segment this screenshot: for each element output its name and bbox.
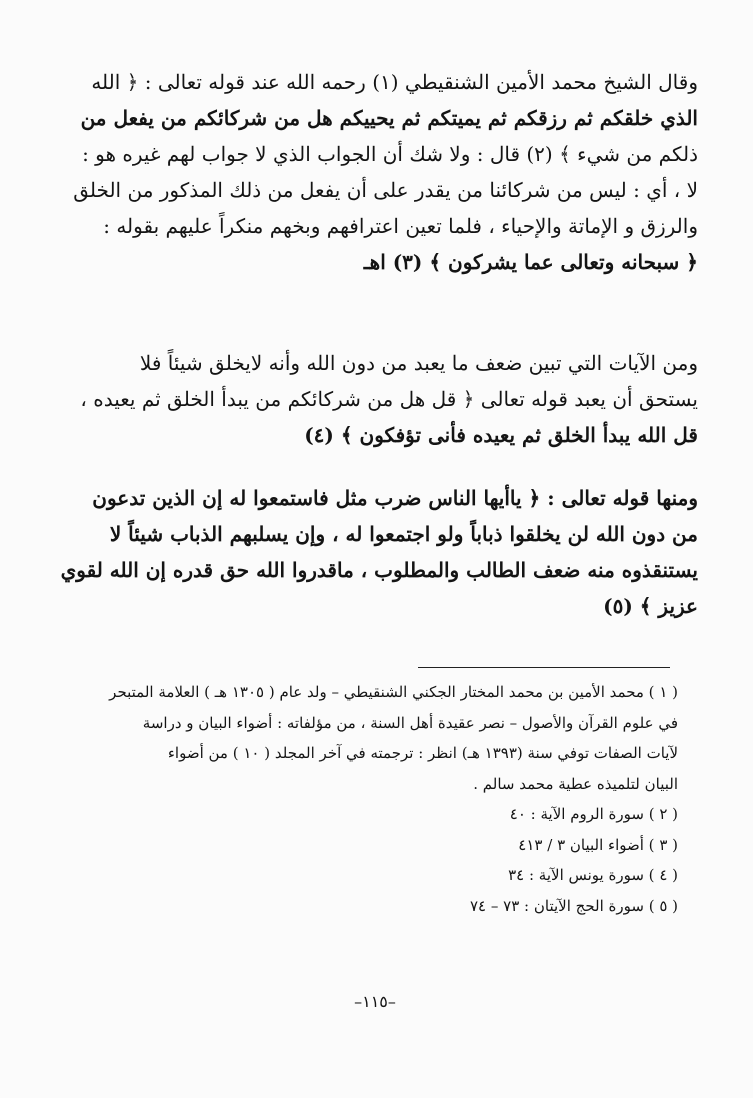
text-line: من دون الله لن يخلقوا ذباباً ولو اجتمعوا له ، وإن يسلبهم الذباب شيئاً لا [109, 522, 698, 546]
page-number: –١١٥– [354, 992, 396, 1011]
text-line: ذلكم من شيء ﴾ (٢) قال : ولا شك أن الجواب الذي لا جواب لهم غيره هو : [82, 142, 698, 166]
paragraph-3 [58, 480, 698, 624]
text-line: والرزق و الإماتة والإحياء ، فلما تعين اعترافهم وبخهم منكراً عليهم بقوله : [103, 214, 698, 238]
footnote-line: البيان لتلميذه عطية محمد سالم . [473, 774, 678, 793]
text-line: يستنقذوه منه ضعف الطالب والمطلوب ، ماقدروا الله حق قدره إن الله لقوي [60, 558, 698, 582]
footnotes [58, 677, 678, 921]
text-line: ﴿ سبحانه وتعالى عما يشركون ﴾ (٣) اهـ [363, 250, 698, 274]
paragraph-1 [58, 64, 698, 280]
text-line: وقال الشيخ محمد الأمين الشنقيطي (١) رحمه الله عند قوله تعالى : ﴿ الله [91, 70, 698, 94]
text-line: الذي خلقكم ثم رزقكم ثم يميتكم ثم يحييكم هل من شركائكم من يفعل من [80, 106, 698, 130]
footnote-line: في علوم القرآن والأصول – نصر عقيدة أهل السنة ، من مؤلفاته : أضواء البيان و دراسة [142, 713, 678, 732]
text-line: ومنها قوله تعالى : ﴿ ياأيها الناس ضرب مثل فاستمعوا له إن الذين تدعون [92, 486, 698, 510]
text-line: قل الله يبدأ الخلق ثم يعيده فأنى تؤفكون ﴾ (٤) [304, 423, 698, 447]
footnote-line: ( ١ ) محمد الأمين بن محمد المختار الجكني الشنقيطي – ولد عام ( ١٣٠٥ هـ ) العلامة المتبحر [109, 683, 678, 701]
footnote-line: لآيات الصفات توفي سنة (١٣٩٣ هـ) انظر : ترجمته في آخر المجلد ( ١٠ ) من أضواء [167, 744, 678, 762]
footnote-line: ( ٤ ) سورة يونس الآية : ٣٤ [508, 866, 678, 884]
footnote-divider [418, 667, 670, 668]
text-line: لا ، أي : ليس من شركائنا من يقدر على أن يفعل من ذلك المذكور من الخلق [73, 178, 698, 202]
footnote-line: ( ٢ ) سورة الروم الآية : ٤٠ [509, 805, 678, 823]
paragraph-2 [58, 345, 698, 453]
footnote-line: ( ٣ ) أضواء البيان ٣ / ٤١٣ [518, 835, 678, 854]
text-line: يستحق أن يعبد قوله تعالى ﴿ قل هل من شركائكم من يبدأ الخلق ثم يعيده ، [80, 387, 698, 411]
text-line: عزيز ﴾ (٥) [603, 594, 698, 618]
footnote-line: ( ٥ ) سورة الحج الآيتان : ٧٣ – ٧٤ [469, 896, 678, 915]
text-line: ومن الآيات التي تبين ضعف ما يعبد من دون الله وأنه لايخلق شيئاً فلا [139, 351, 698, 375]
